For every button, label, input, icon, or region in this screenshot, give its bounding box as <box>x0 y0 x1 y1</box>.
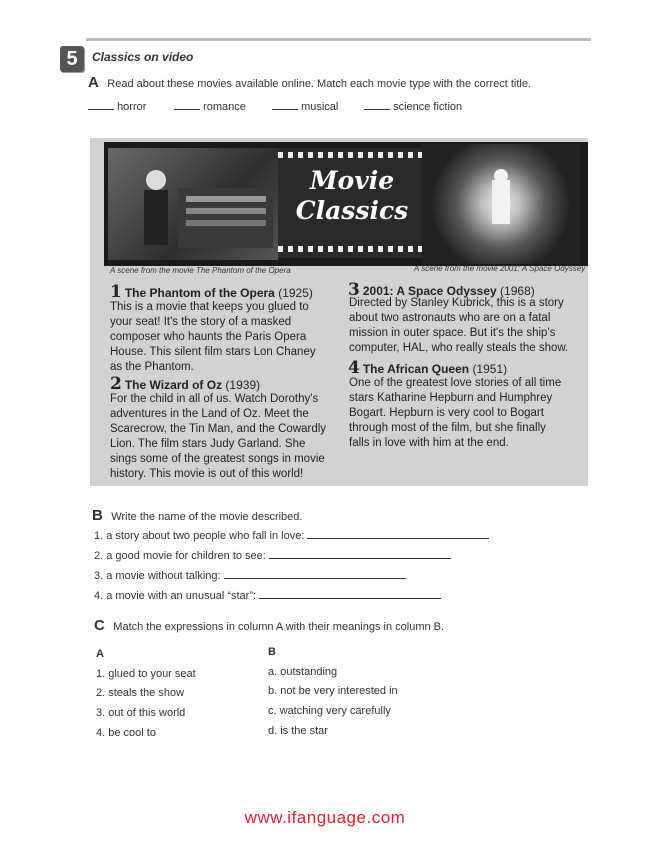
movie-title: The African Queen <box>362 362 470 376</box>
text-line: falls in love with him at the end. <box>349 437 509 449</box>
part-b-heading <box>92 507 302 525</box>
item-letter: c. <box>268 705 277 717</box>
column-a-item <box>96 727 156 739</box>
item-number: 4. <box>96 727 106 739</box>
text-line: One of the greatest love stories of all time <box>349 377 562 389</box>
column-b-item <box>268 725 328 737</box>
answer-blank[interactable] <box>364 109 390 110</box>
part-a-letter: A <box>88 74 99 91</box>
question-number: 4. <box>94 590 104 602</box>
part-c-heading <box>94 617 444 635</box>
type-label: science fiction <box>393 101 463 113</box>
text-line: your seat! It's the story of a masked <box>110 316 292 328</box>
movie-year: (1951) <box>472 362 508 376</box>
column-b-item <box>268 666 337 678</box>
text-line: This is a movie that keeps you glued to <box>110 301 309 313</box>
item-letter: a. <box>268 666 278 678</box>
part-c-instruction: Match the expressions in column A with their meanings in column B. <box>113 621 445 633</box>
organ-icon <box>108 148 278 260</box>
item-text: outstanding <box>280 666 338 678</box>
column-a-item <box>96 668 196 680</box>
banner-title <box>282 166 422 226</box>
question-text: a good movie for children to see: <box>106 550 266 562</box>
answer-blank[interactable] <box>272 109 298 110</box>
movie-title: The Phantom of the Opera <box>124 286 275 300</box>
caption-left-title: The Phantom of the Opera <box>195 266 291 275</box>
text-line: mission in outer space. But it's the ship's <box>349 327 556 339</box>
column-a-item <box>96 687 184 699</box>
text-line: about two astronauts who are on a fatal <box>349 312 551 324</box>
movie-number: 1 <box>110 282 122 302</box>
answer-line[interactable] <box>224 578 406 579</box>
movie-number: 2 <box>110 374 122 394</box>
answer-line[interactable] <box>307 538 489 539</box>
column-b-item <box>268 685 398 697</box>
section-title: Classics on video <box>92 50 194 64</box>
part-c-letter: C <box>94 617 105 634</box>
question-4 <box>94 590 441 602</box>
section-number: 5 <box>60 46 84 72</box>
answer-line[interactable] <box>259 598 441 599</box>
item-letter: b. <box>268 685 278 697</box>
type-item-romance <box>174 101 246 113</box>
phantom-scene-image <box>108 148 278 260</box>
text-line: history. This movie is out of this world! <box>110 468 304 480</box>
answer-line[interactable] <box>269 558 451 559</box>
column-b-header: B <box>268 646 276 658</box>
item-text: out of this world <box>108 707 186 719</box>
part-a-heading <box>88 74 531 92</box>
text-line: adventures in the Land of Oz. Meet the <box>110 408 309 420</box>
type-label: romance <box>203 101 246 113</box>
part-b-instruction: Write the name of the movie described. <box>111 511 303 523</box>
question-text: a movie with an unusual “star”: <box>106 590 257 602</box>
caption-right-title: 2001: A Space Odyssey <box>499 264 586 273</box>
text-line: through most of the film, but she finally <box>349 422 546 434</box>
movie-title: 2001: A Space Odyssey <box>362 284 497 298</box>
caption-right <box>414 264 585 273</box>
movie-3-description <box>349 296 587 356</box>
space-odyssey-scene-image <box>422 144 580 264</box>
type-item-science-fiction <box>364 101 462 113</box>
column-a-item <box>96 707 185 719</box>
banner-title-line1: Movie <box>309 166 395 195</box>
movie-title: The Wizard of Oz <box>124 378 223 392</box>
text-line: Lion. The film stars Judy Garland. She <box>110 438 306 450</box>
question-text: a movie without talking: <box>106 570 221 582</box>
movie-year: (1925) <box>278 286 313 300</box>
question-text: a story about two people who fall in love: <box>106 530 305 542</box>
text-line: computer, HAL, who really steals the show. <box>349 342 569 354</box>
type-label: horror <box>117 101 147 113</box>
item-text: watching very carefully <box>279 705 391 717</box>
footer-watermark: www.ifanguage.com <box>244 808 406 827</box>
question-1 <box>94 530 489 542</box>
astronaut-icon <box>422 144 580 264</box>
movie-year: (1939) <box>225 378 261 392</box>
text-line: sings some of the greatest songs in movie <box>110 453 325 465</box>
movie-number: 3 <box>348 280 360 300</box>
caption-left-prefix: A scene from the movie <box>110 266 196 275</box>
item-number: 3. <box>96 707 106 719</box>
text-line: For the child in all of us. Watch Dorothy's <box>110 393 319 405</box>
part-b-letter: B <box>92 507 103 524</box>
question-3 <box>94 570 406 582</box>
text-line: stars Katharine Hepburn and Humphrey <box>349 392 553 404</box>
item-number: 2. <box>96 687 106 699</box>
movie-2-description <box>110 392 350 482</box>
item-number: 1. <box>96 668 106 680</box>
type-item-horror <box>88 101 146 113</box>
caption-left <box>110 266 291 275</box>
text-line: Directed by Stanley Kubrick, this is a story <box>349 297 564 309</box>
text-line: as the Phantom. <box>110 361 194 373</box>
question-number: 2. <box>94 550 104 562</box>
filmstrip-holes-bottom <box>278 246 422 252</box>
section-rule <box>86 38 591 41</box>
column-a-header: A <box>96 648 104 660</box>
banner-title-line2: Classics <box>295 196 409 225</box>
item-text: be cool to <box>108 727 156 739</box>
item-text: glued to your seat <box>108 668 196 680</box>
answer-blank[interactable] <box>88 109 114 110</box>
movie-4-heading <box>348 358 507 378</box>
movie-year: (1968) <box>500 284 535 298</box>
movie-1-heading <box>110 282 313 302</box>
caption-right-prefix: A scene from the movie <box>414 264 500 273</box>
item-text: not be very interested in <box>280 685 398 697</box>
item-text: is the star <box>280 725 328 737</box>
text-line: composer who haunts the Paris Opera <box>110 331 307 343</box>
movie-2-heading <box>110 374 260 394</box>
question-number: 1. <box>94 530 104 542</box>
question-2 <box>94 550 451 562</box>
movie-4-description <box>349 376 587 451</box>
question-number: 3. <box>94 570 104 582</box>
answer-blank[interactable] <box>174 109 200 110</box>
type-item-musical <box>272 101 338 113</box>
movie-types <box>88 101 548 117</box>
text-line: Bogart. Hepburn is very cool to Bogart <box>349 407 544 419</box>
item-text: steals the show <box>108 687 185 699</box>
part-a-instruction: Read about these movies available online. Match each movie type with the correct title. <box>107 78 532 90</box>
item-letter: d. <box>268 725 278 737</box>
filmstrip-holes-top <box>278 152 422 158</box>
column-b-item <box>268 705 391 717</box>
movie-number: 4 <box>348 358 360 378</box>
text-line: Scarecrow, the Tin Man, and the Cowardly <box>110 423 327 435</box>
movie-1-description <box>110 300 345 375</box>
type-label: musical <box>301 101 339 113</box>
text-line: House. This silent film stars Lon Chaney <box>110 346 316 358</box>
